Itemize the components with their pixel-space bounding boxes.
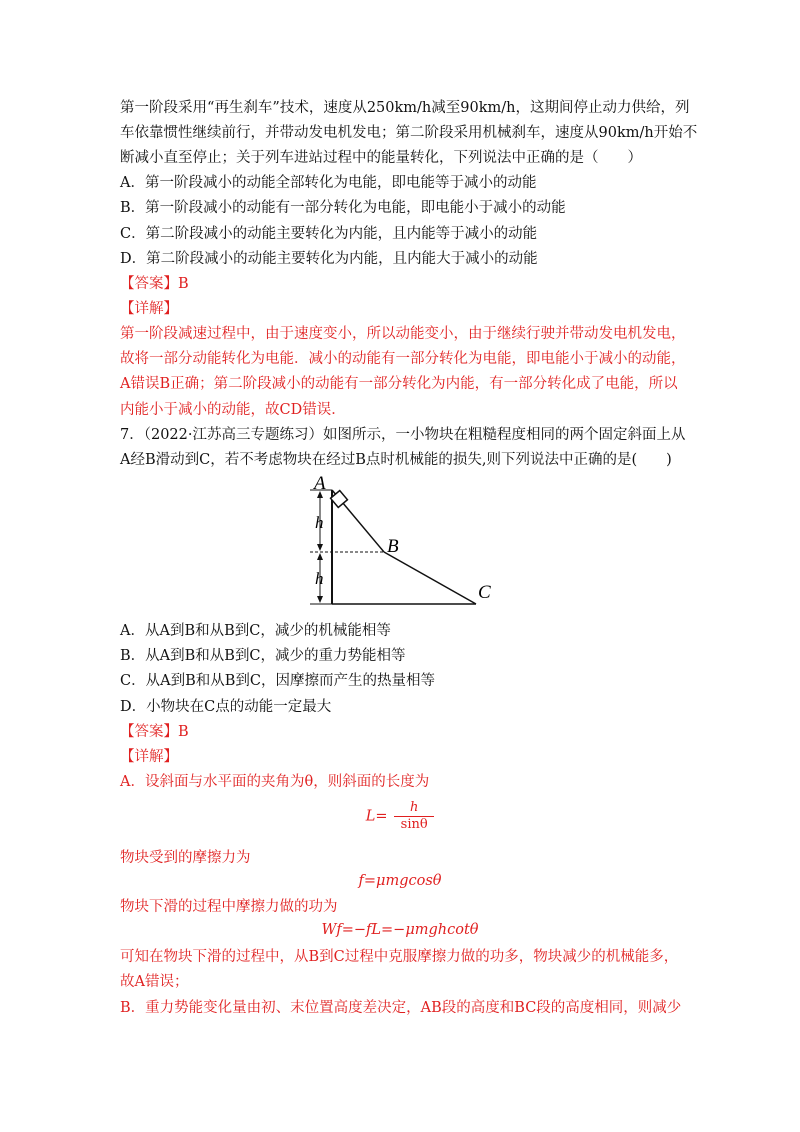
q7-stem-line-1: 7．（2022·江苏高三专题练习）如图所示，一小物块在粗糙程度相同的两个固定斜面上从 — [120, 427, 686, 443]
q6-stem-line-1: 第一阶段采用“再生刹车”技术，速度从250km/h减至90km/h，这期间停止动力供给，列 — [120, 100, 690, 116]
label-b: B — [387, 536, 399, 557]
label-a: A — [314, 473, 326, 494]
q7-detail-label: 【详解】 — [120, 749, 178, 765]
fraction-denominator: sinθ — [400, 817, 428, 832]
equation-friction: f=μmgcosθ — [358, 873, 442, 889]
fraction — [394, 800, 434, 833]
q6-explanation-line-4: 内能小于减小的动能，故CD错误． — [120, 402, 346, 418]
q7-option-a: A．从A到B和从B到C，减少的机械能相等 — [120, 623, 391, 639]
q7-answer: 【答案】B — [120, 724, 189, 740]
q6-answer: 【答案】B — [120, 276, 189, 292]
q7-option-b: B．从A到B和从B到C，减少的重力势能相等 — [120, 648, 406, 664]
q6-explanation-line-3: A错误B正确；第二阶段减小的动能有一部分转化为内能，有一部分转化成了电能，所以 — [120, 376, 678, 392]
q7-conclusion-line-1: 可知在物块下滑的过程中，从B到C过程中克服摩擦力做的功多，物块减少的机械能多， — [120, 949, 679, 965]
q7-explanation-a-intro: A．设斜面与水平面的夹角为θ，则斜面的长度为 — [120, 774, 430, 790]
q7-option-c: C．从A到B和从B到C，因摩擦而产生的热量相等 — [120, 673, 435, 689]
incline-figure — [300, 472, 510, 612]
q7-friction-intro: 物块受到的摩擦力为 — [120, 850, 251, 866]
q7-conclusion-line-3: B．重力势能变化量由初、末位置高度差决定，AB段的高度和BC段的高度相同，则减少 — [120, 1000, 682, 1016]
arrow-down-2 — [317, 596, 323, 603]
slope-bc — [384, 552, 476, 604]
q7-work-intro: 物块下滑的过程中摩擦力做的功为 — [120, 899, 338, 915]
q7-conclusion-line-2: 故A错误； — [120, 974, 189, 990]
q6-option-b: B．第一阶段减小的动能有一部分转化为电能，即电能小于减小的动能 — [120, 200, 566, 216]
q7-stem-line-2: A经B滑动到C，若不考虑物块在经过B点时机械能的损失,则下列说法中正确的是( ) — [120, 452, 672, 468]
fraction-numerator: h — [410, 800, 419, 815]
label-h-upper: h — [315, 513, 324, 532]
q6-option-d: D．第二阶段减小的动能主要转化为内能，且内能大于减小的动能 — [120, 251, 538, 267]
label-c: C — [478, 582, 491, 603]
arrow-up-2 — [317, 553, 323, 560]
arrow-down-1 — [317, 544, 323, 551]
q6-explanation-line-1: 第一阶段减速过程中，由于速度变小，所以动能变小，由于继续行驶并带动发电机发电， — [120, 326, 686, 342]
q7-option-d: D．小物块在C点的动能一定最大 — [120, 699, 332, 715]
q6-stem-line-3: 断减小直至停止；关于列车进站过程中的能量转化，下列说法中正确的是（ ） — [120, 150, 642, 166]
label-h-lower: h — [315, 569, 324, 588]
q6-explanation-line-2: 故将一部分动能转化为电能．减小的动能有一部分转化为电能，即电能小于减小的动能， — [120, 351, 686, 367]
q6-option-c: C．第二阶段减小的动能主要转化为内能，且内能等于减小的动能 — [120, 226, 538, 242]
q6-option-a: A．第一阶段减小的动能全部转化为电能，即电能等于减小的动能 — [120, 175, 537, 191]
q6-detail-label: 【详解】 — [120, 301, 178, 317]
equation-length-lhs: L= — [365, 808, 388, 825]
q6-stem-line-2: 车依靠惯性继续前行，并带动发电机发电；第二阶段采用机械刹车，速度从90km/h开始不 — [120, 125, 698, 141]
equation-work: Wf=−fL=−μmghcotθ — [321, 922, 479, 938]
equation-length — [0, 800, 800, 840]
